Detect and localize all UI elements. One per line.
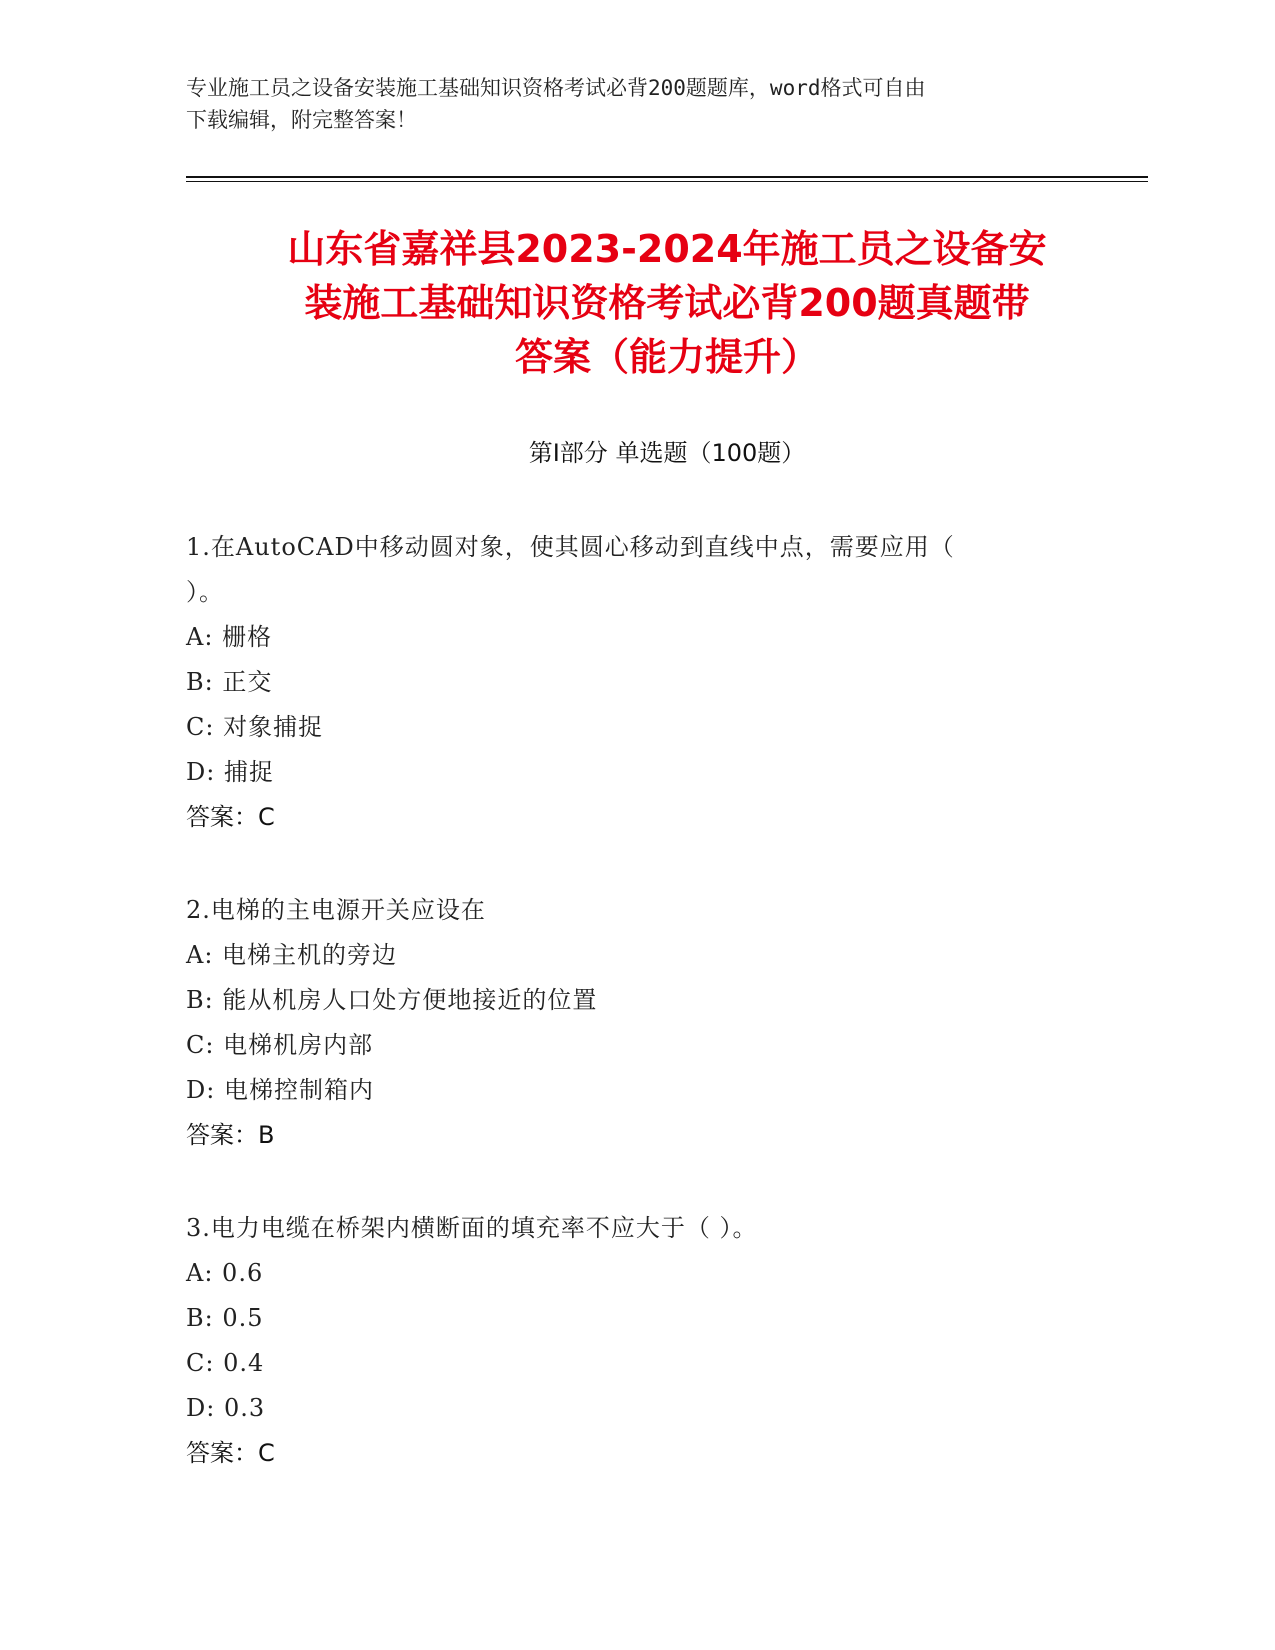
question-2	[186, 888, 1066, 1158]
question-1-option-b: B: 正交	[186, 668, 273, 696]
question-3-option-d: D: 0.3	[186, 1394, 266, 1422]
question-3	[186, 1206, 1066, 1476]
question-3-stem-line-1: 3.电力电缆在桥架内横断面的填充率不应大于（ ）。	[186, 1214, 758, 1242]
question-1-option-a: A: 栅格	[186, 623, 273, 651]
question-1-stem-line-1: 1.在AutoCAD中移动圆对象，使其圆心移动到直线中点，需要应用（	[186, 533, 955, 561]
question-2-option-d: D: 电梯控制箱内	[186, 1076, 374, 1104]
intro-line-2: 下载编辑，附完整答案！	[186, 108, 417, 132]
question-2-option-c: C: 电梯机房内部	[186, 1031, 374, 1059]
title-line-1: 山东省嘉祥县2023-2024年施工员之设备安	[287, 227, 1047, 271]
question-3-option-c: C: 0.4	[186, 1349, 265, 1377]
question-3-option-a: A: 0.6	[186, 1259, 264, 1287]
question-3-option-b: B: 0.5	[186, 1304, 264, 1332]
question-1-stem-line-2: ）。	[186, 578, 224, 606]
header-divider-thin	[186, 181, 1148, 182]
section-title: 第Ⅰ部分 单选题（100题）	[528, 439, 806, 467]
question-3-answer: 答案：C	[186, 1439, 275, 1467]
header-divider-thick	[186, 176, 1148, 178]
intro-line-1: 专业施工员之设备安装施工基础知识资格考试必背200题题库，word格式可自由	[186, 76, 926, 100]
document-title	[186, 222, 1148, 384]
question-1-option-d: D: 捕捉	[186, 758, 274, 786]
question-2-answer: 答案：B	[186, 1121, 275, 1149]
intro-text	[186, 72, 1086, 136]
title-line-2: 装施工基础知识资格考试必背200题真题带	[304, 281, 1030, 325]
question-2-stem-line-1: 2.电梯的主电源开关应设在	[186, 896, 486, 924]
question-1-option-c: C: 对象捕捉	[186, 713, 324, 741]
question-2-option-a: A: 电梯主机的旁边	[186, 941, 398, 969]
question-1-answer: 答案：C	[186, 803, 275, 831]
question-2-option-b: B: 能从机房人口处方便地接近的位置	[186, 986, 598, 1014]
title-line-3: 答案（能力提升）	[514, 335, 819, 379]
question-1	[186, 525, 1066, 840]
